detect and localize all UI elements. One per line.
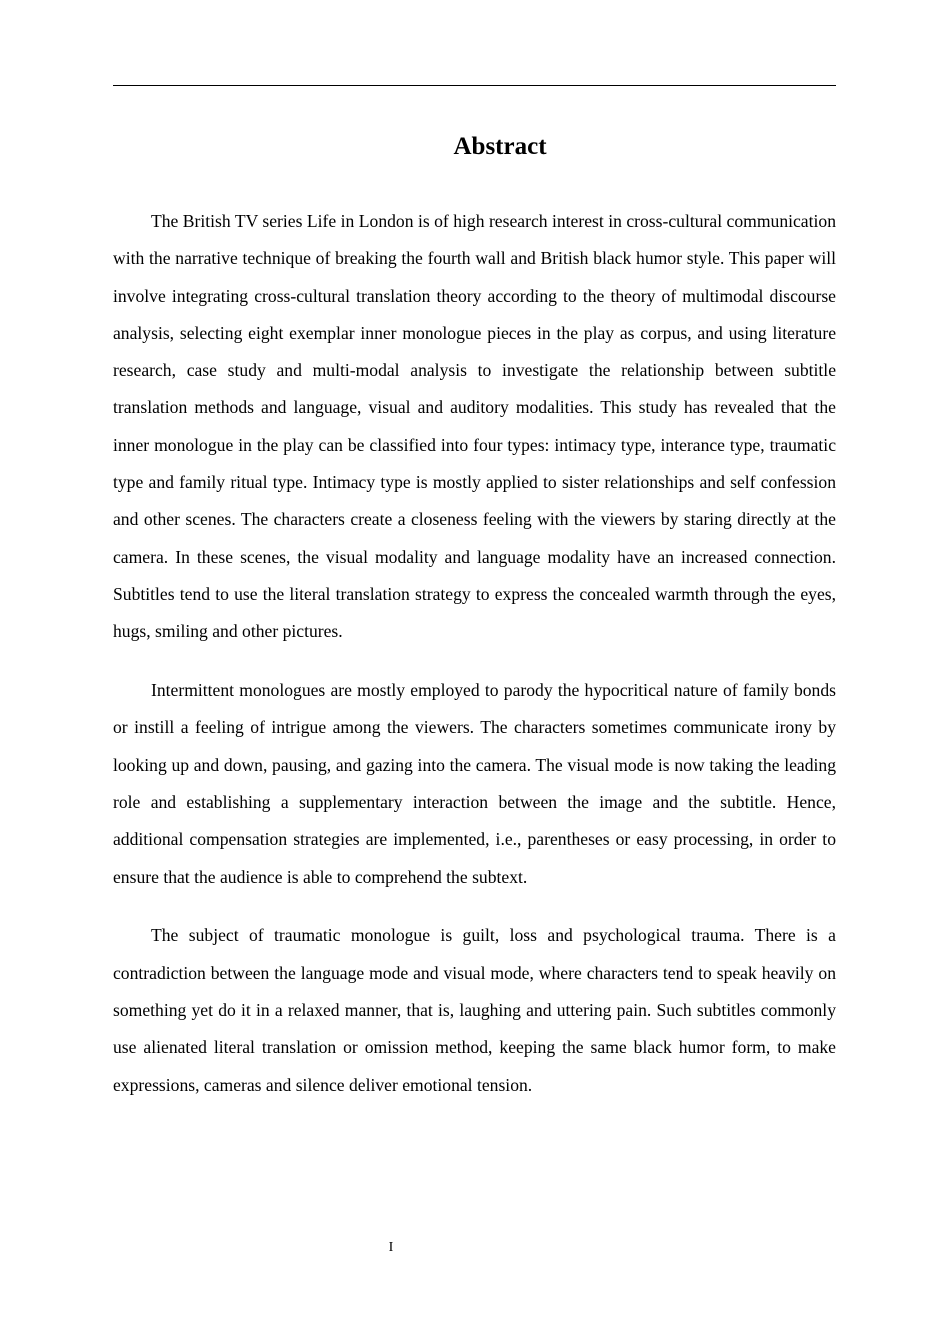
- abstract-paragraph-1: The British TV series Life in London is of high research interest in cross-cultural communication with the narrative technique of breaking the fourth wall and British black humor style. This paper will involve integrating cross-cultural translation theory according to the theory of multimodal discourse analysis, selecting eight exemplar inner monologue pieces in the play as corpus, and using literature research, case study and multi-modal analysis to investigate the relationship between subtitle translation methods and language, visual and auditory modalities. This study has revealed that the inner monologue in the play can be classified into four types: intimacy type, interance type, traumatic type and family ritual type. Intimacy type is mostly applied to sister relationships and self confession and other scenes. The characters create a closeness feeling with the viewers by staring directly at the camera. In these scenes, the visual modality and language modality have an increased connection. Subtitles tend to use the literal translation strategy to express the concealed warmth through the eyes, hugs, smiling and other pictures.: [113, 211, 836, 642]
- page-title: Abstract: [453, 133, 547, 160]
- abstract-paragraph-3: The subject of traumatic monologue is guilt, loss and psychological trauma. There is a contradiction between the language mode and visual mode, where characters tend to speak heavily on something yet do it in a relaxed manner, that is, laughing and uttering pain. Such subtitles commonly use alienated literal translation or omission method, keeping the same black humor form, to make expressions, cameras and silence deliver emotional tension.: [113, 925, 836, 1095]
- abstract-body: [113, 203, 836, 1125]
- abstract-paragraph-2: Intermittent monologues are mostly employed to parody the hypocritical nature of family bonds or instill a feeling of intrigue among the viewers. The characters sometimes communicate irony by looking up and down, pausing, and gazing into the camera. The visual mode is now taking the leading role and establishing a supplementary interaction between the image and the subtitle. Hence, additional compensation strategies are implemented, i.e., parentheses or easy processing, in order to ensure that the audience is able to comprehend the subtext.: [113, 680, 836, 887]
- page-number: I: [388, 1240, 394, 1255]
- header-rule: [113, 85, 836, 86]
